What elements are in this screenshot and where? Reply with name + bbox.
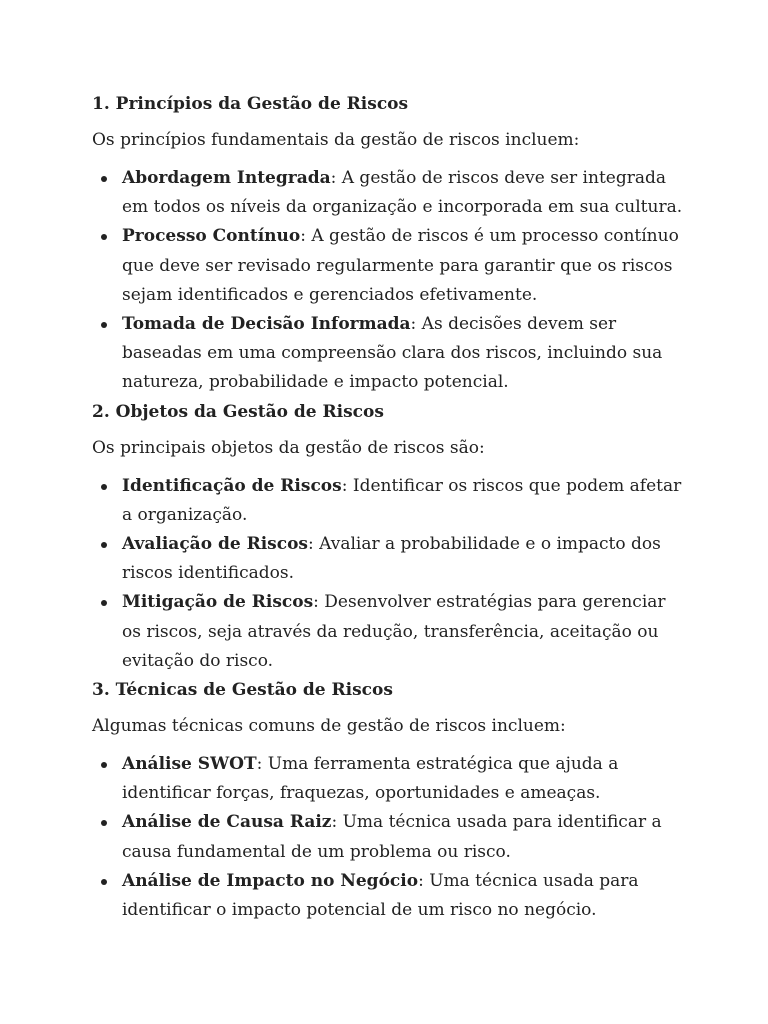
list-item <box>92 867 688 925</box>
item-term: Análise SWOT <box>122 754 257 775</box>
item-description: : As decisões devem ser baseadas em uma compreensão clara dos riscos, incluindo sua natureza, probabilidade e impacto potencial. <box>122 314 663 393</box>
list-item <box>92 222 688 310</box>
bullet-icon <box>101 600 107 606</box>
section-title: 3. Técnicas de Gestão de Riscos <box>92 680 393 701</box>
item-term: Abordagem Integrada <box>122 168 331 188</box>
item-term: Tomada de Decisão Informada <box>122 314 411 335</box>
item-term: Identificação de Riscos <box>122 475 342 496</box>
list-item <box>92 588 688 676</box>
section-intro: Algumas técnicas comuns de gestão de riscos incluem: <box>92 716 566 737</box>
item-term: Análise de Causa Raiz <box>122 812 332 833</box>
bullet-icon <box>101 542 107 548</box>
section-tecnicas <box>92 676 688 925</box>
item-description: : Uma ferramenta estratégica que ajuda a identificar forças, fraquezas, oportunidades e ameaças. <box>122 754 619 804</box>
bullet-icon <box>101 484 107 490</box>
list-item <box>92 164 688 222</box>
list-item <box>92 808 688 866</box>
item-description: : Uma técnica usada para identificar o impacto potencial de um risco no negócio. <box>122 870 639 921</box>
bullet-icon <box>101 820 107 826</box>
list-item <box>92 472 688 530</box>
bullet-list <box>92 164 688 398</box>
bullet-list <box>92 472 688 676</box>
item-description: : A gestão de riscos deve ser integrada em todos os níveis da organização e incorporada em sua cultura. <box>122 168 683 218</box>
bullet-list <box>92 750 688 925</box>
item-description: : Identificar os riscos que podem afetar a organização. <box>122 475 682 525</box>
item-term: Avaliação de Riscos <box>122 534 308 555</box>
item-term: Processo Contínuo <box>122 226 301 247</box>
item-description: : Uma técnica usada para identificar a causa fundamental de um problema ou risco. <box>122 812 662 862</box>
list-item <box>92 750 688 808</box>
item-term: Análise de Impacto no Negócio <box>122 870 419 891</box>
section-principios <box>92 90 688 398</box>
item-description: : A gestão de riscos é um processo contínuo que deve ser revisado regularmente para garantir que os riscos sejam identificados e gerenciados efetivamente. <box>122 226 679 305</box>
bullet-icon <box>101 879 107 885</box>
bullet-icon <box>101 234 107 240</box>
bullet-icon <box>101 176 107 182</box>
bullet-icon <box>101 322 107 328</box>
section-intro: Os principais objetos da gestão de riscos são: <box>92 437 485 458</box>
item-term: Mitigação de Riscos <box>122 592 314 613</box>
list-item <box>92 310 688 398</box>
section-intro: Os princípios fundamentais da gestão de riscos incluem: <box>92 130 580 150</box>
section-title: 2. Objetos da Gestão de Riscos <box>92 401 384 422</box>
item-description: : Avaliar a probabilidade e o impacto dos riscos identificados. <box>122 534 661 584</box>
list-item <box>92 530 688 588</box>
section-objetos <box>92 398 688 676</box>
item-description: : Desenvolver estratégias para gerenciar os riscos, seja através da redução, transferência, aceitação ou evitação do risco. <box>122 592 666 671</box>
bullet-icon <box>101 762 107 768</box>
section-title: 1. Princípios da Gestão de Riscos <box>92 94 409 114</box>
